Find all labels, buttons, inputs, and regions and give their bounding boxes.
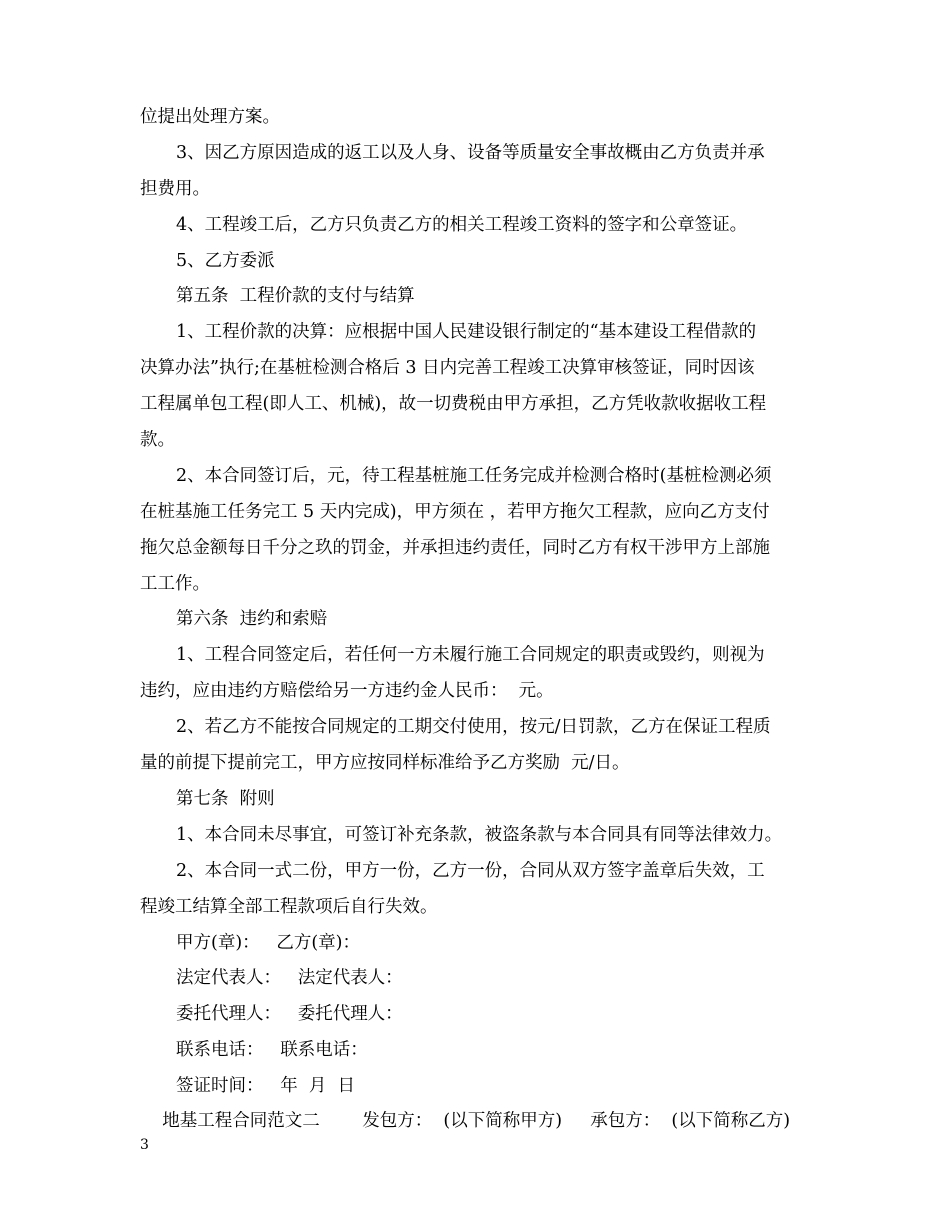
section-heading: 第六条 违约和索赔: [176, 609, 328, 629]
party-a-label: 发包方： (以下简称甲方): [362, 1111, 563, 1131]
text-line: 2、本合同签订后，元，待工程基桩施工任务完成并检测合格时(基桩检测必须: [176, 466, 772, 486]
text-line: 担费用。: [140, 179, 210, 199]
text-line: 4、工程竣工后，乙方只负责乙方的相关工程竣工资料的签字和公章签证。: [176, 215, 748, 235]
text-line: 在桩基施工任务完工 5 天内完成)，甲方须在 ，若甲方拖欠工程款，应向乙方支付: [140, 502, 770, 522]
text-line: 工工作。: [140, 574, 210, 594]
text-line: 位提出处理方案。: [140, 107, 280, 127]
text-line: 量的前提下提前完工，甲方应按同样标准给予乙方奖励 元/日。: [140, 753, 630, 773]
text-line: 1、工程价款的决算：应根据中国人民建设银行制定的“基本建设工程借款的: [176, 322, 757, 342]
text-line: 决算办法”执行;在基桩检测合格后 3 日内完善工程竣工决算审核签证，同时因该: [140, 358, 755, 378]
text-line: 违约，应由违约方赔偿给另一方违约金人民币： 元。: [140, 681, 554, 701]
text-line: 2、若乙方不能按合同规定的工期交付使用，按元/日罚款，乙方在保证工程质: [176, 717, 771, 737]
text-line: 3、因乙方原因造成的返工以及人身、设备等质量安全事故概由乙方负责并承: [176, 143, 765, 163]
signature-line: 联系电话： 联系电话：: [176, 1040, 368, 1060]
signature-line: 委托代理人： 委托代理人：: [176, 1004, 403, 1024]
text-line: 程竣工结算全部工程款项后自行失效。: [140, 897, 438, 917]
signature-line: 法定代表人： 法定代表人：: [176, 968, 403, 988]
text-line: 1、工程合同签定后，若任何一方未履行施工合同规定的职责或毁约，则视为: [176, 645, 765, 665]
page-number: 3: [140, 1137, 149, 1153]
text-line: 5、乙方委派: [176, 251, 275, 271]
signature-line: 签证时间： 年 月 日: [176, 1076, 355, 1096]
text-line: 1、本合同未尽事宜，可签订补充条款，被盗条款与本合同具有同等法律效力。: [176, 825, 783, 845]
next-contract-heading: [140, 1085, 790, 1157]
text-line: 拖欠总金额每日千分之玖的罚金，并承担违约责任，同时乙方有权干涉甲方上部施: [140, 538, 770, 558]
signature-line: 甲方(章)： 乙方(章)：: [176, 933, 360, 953]
text-line: 工程属单包工程(即人工、机械)，故一切费税由甲方承担，乙方凭收款收据收工程: [140, 394, 767, 414]
text-line: 2、本合同一式二份，甲方一份，乙方一份，合同从双方签字盖章后失效，工: [176, 861, 765, 881]
section-heading: 第七条 附则: [176, 789, 275, 809]
section-heading: 第五条 工程价款的支付与结算: [176, 286, 415, 306]
text-line: 款。: [140, 430, 175, 450]
next-contract-title: 地基工程合同范文二: [162, 1111, 320, 1131]
party-b-label: 承包方： (以下简称乙方): [590, 1111, 791, 1131]
